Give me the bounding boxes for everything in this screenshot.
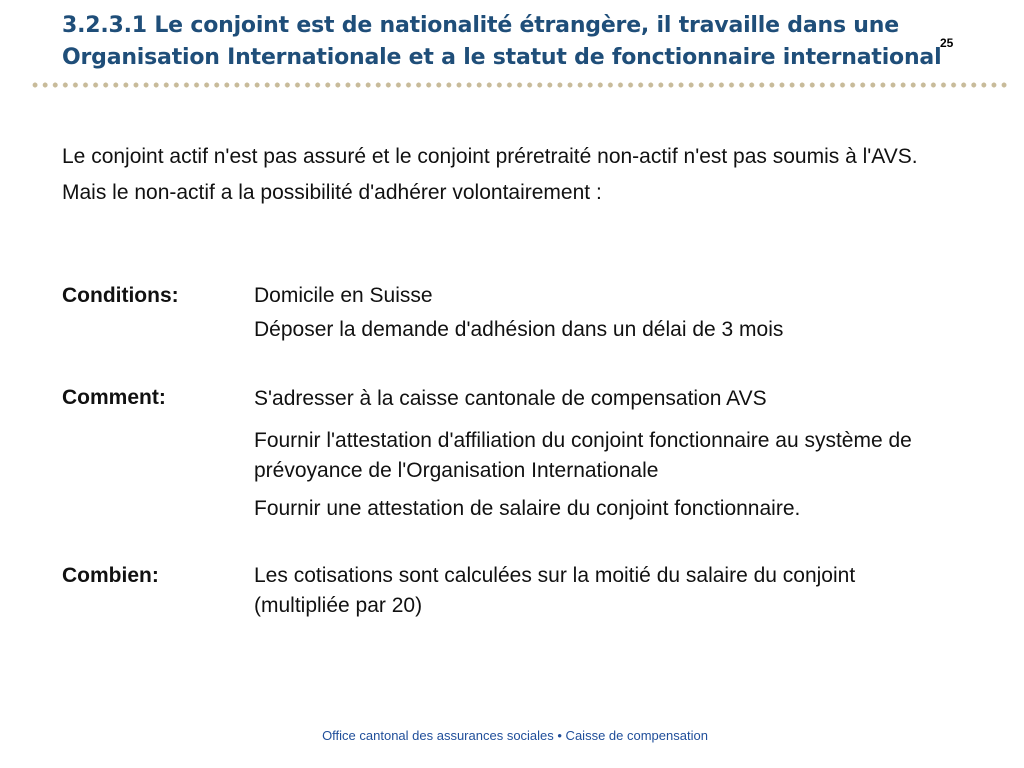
page-title-line-1: 3.2.3.1 Le conjoint est de nationalité étrangère, il travaille dans une xyxy=(62,13,899,38)
conditions-item: Déposer la demande d'adhésion dans un délai de 3 mois xyxy=(254,318,784,341)
intro-text xyxy=(62,142,952,208)
conditions-item: Domicile en Suisse xyxy=(254,284,433,307)
comment-item: S'adresser à la caisse cantonale de compensation AVS xyxy=(254,387,767,410)
footer-text: Office cantonal des assurances sociales • Caisse de compensation xyxy=(322,728,708,743)
combien-item: Les cotisations sont calculées sur la moitié du salaire du conjoint (multipliée par 20) xyxy=(254,564,856,617)
dotted-divider xyxy=(30,81,1010,89)
page-number: 25 xyxy=(940,36,954,50)
comment-label: Comment: xyxy=(62,386,166,409)
page-title-line-2: Organisation Internationale et a le statut de fonctionnaire international xyxy=(62,45,942,70)
page-title xyxy=(62,10,982,74)
intro-paragraph: Mais le non-actif a la possibilité d'adhérer volontairement : xyxy=(62,181,602,204)
conditions-label: Conditions: xyxy=(62,284,179,307)
combien-label: Combien: xyxy=(62,564,159,587)
comment-item: Fournir l'attestation d'affiliation du conjoint fonctionnaire au système de prévoyance de l'Organisation Internationale xyxy=(254,429,912,482)
intro-paragraph: Le conjoint actif n'est pas assuré et le conjoint préretraité non-actif n'est pas soumis à l'AVS. xyxy=(62,145,918,168)
comment-item: Fournir une attestation de salaire du conjoint fonctionnaire. xyxy=(254,497,801,520)
